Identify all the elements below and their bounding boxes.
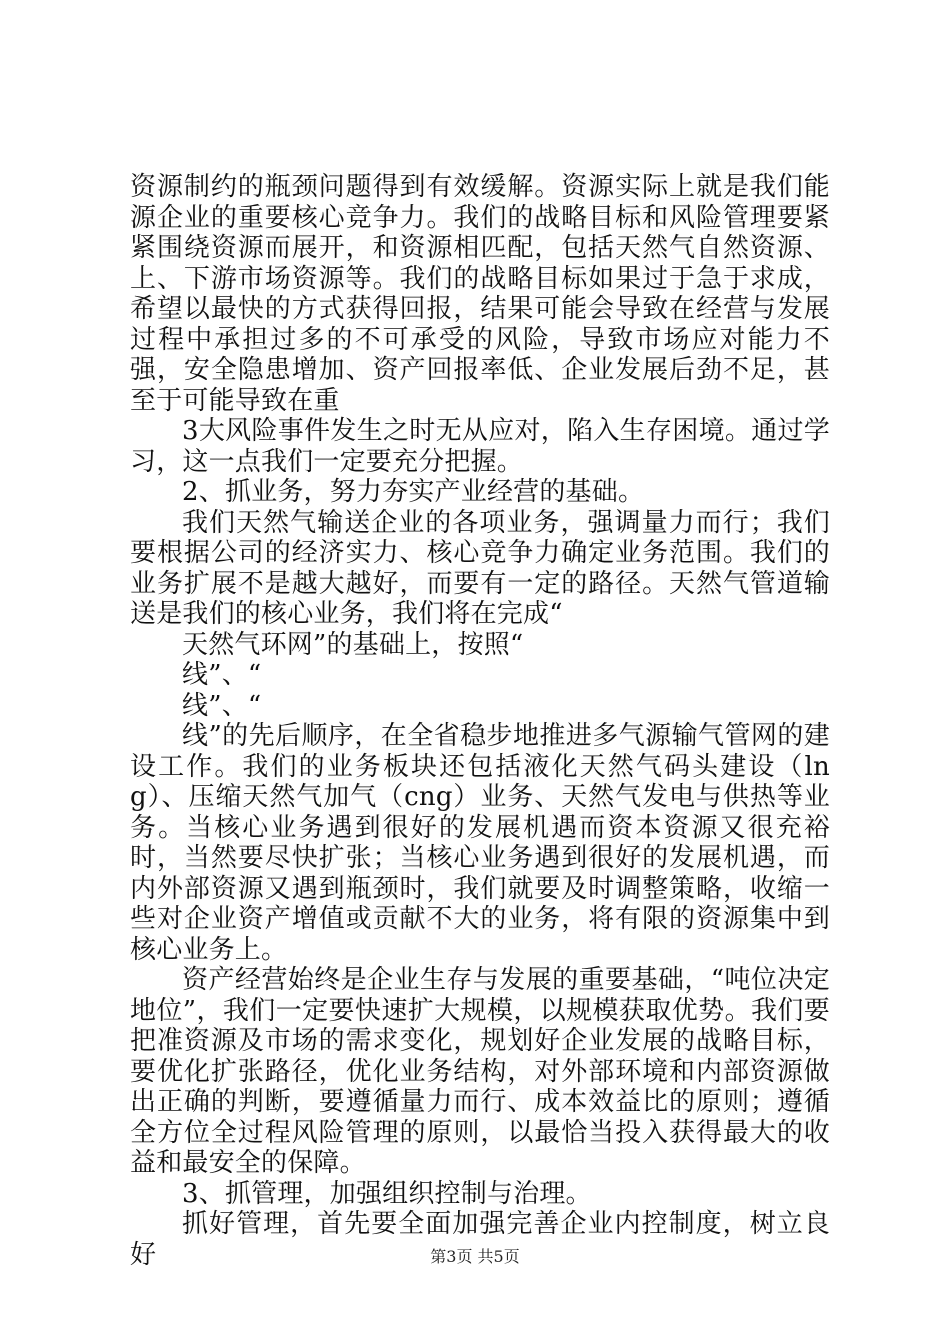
paragraph-1: 资源制约的瓶颈问题得到有效缓解。资源实际上就是我们能源企业的重要核心竞争力。我们的战略目标和风险管理要紧紧围绕资源而展开，和资源相匹配，包括天然气自然资源、上、下游市场资源等。我们的战略目标如果过于急于求成，希望以最快的方式获得回报，结果可能会导致在经营与发展过程中承担过多的不可承受的风险，导致市场应对能力不强，安全隐患增加、资产回报率低、企业发展后劲不足，甚至于可能导致在重 [130,172,830,416]
paragraph-2: 3大风险事件发生之时无从应对，陷入生存困境。通过学习，这一点我们一定要充分把握。 [130,416,830,477]
section-heading-business: 2、抓业务，努力夯实产业经营的基础。 [182,477,645,507]
section-heading-management: 3、抓管理，加强组织控制与治理。 [182,1178,592,1209]
paragraph-9: 抓好管理，首先要全面加强完善企业内控制度，树立良好 [130,1209,830,1270]
paragraph-7: 线”的先后顺序，在全省稳步地推进多气源输气管网的建设工作。我们的业务板块还包括液化天然气码头建设（lng）、压缩天然气加气（cng）业务、天然气发电与供热等业务。当核心业务遇到很好的发展机遇而资本资源又很充裕时，当然要尽快扩张；当核心业务遇到很好的发展机遇，而内外部资源又遇到瓶颈时，我们就要及时调整策略，收缩一些对企业资产增值或贡献不大的业务，将有限的资源集中到核心业务上。 [130,721,830,965]
paragraph-8: 资产经营始终是企业生存与发展的重要基础，“吨位决定地位”，我们一定要快速扩大规模，以规模获取优势。我们要把准资源及市场的需求变化，规划好企业发展的战略目标，要优化扩张路径，优化业务结构，对外部环境和内部资源做出正确的判断，要遵循量力而行、成本效益比的原则；遵循全方位全过程风险管理的原则，以最恰当投入获得最大的收益和最安全的保障。 [130,965,830,1178]
paragraph-6: 线”、“ [182,690,262,721]
paragraph-4: 天然气环网”的基础上，按照“ [182,629,524,660]
page-footer [0,1244,950,1267]
document-body [130,172,830,1270]
paragraph-3: 我们天然气输送企业的各项业务，强调量力而行；我们要根据公司的经济实力、核心竞争力确定业务范围。我们的业务扩展不是越大越好，而要有一定的路径。天然气管道输送是我们的核心业务，我们将在完成“ [130,507,830,629]
paragraph-5: 线”、“ [182,660,262,690]
page-number: 第3页 共5页 [430,1247,520,1266]
